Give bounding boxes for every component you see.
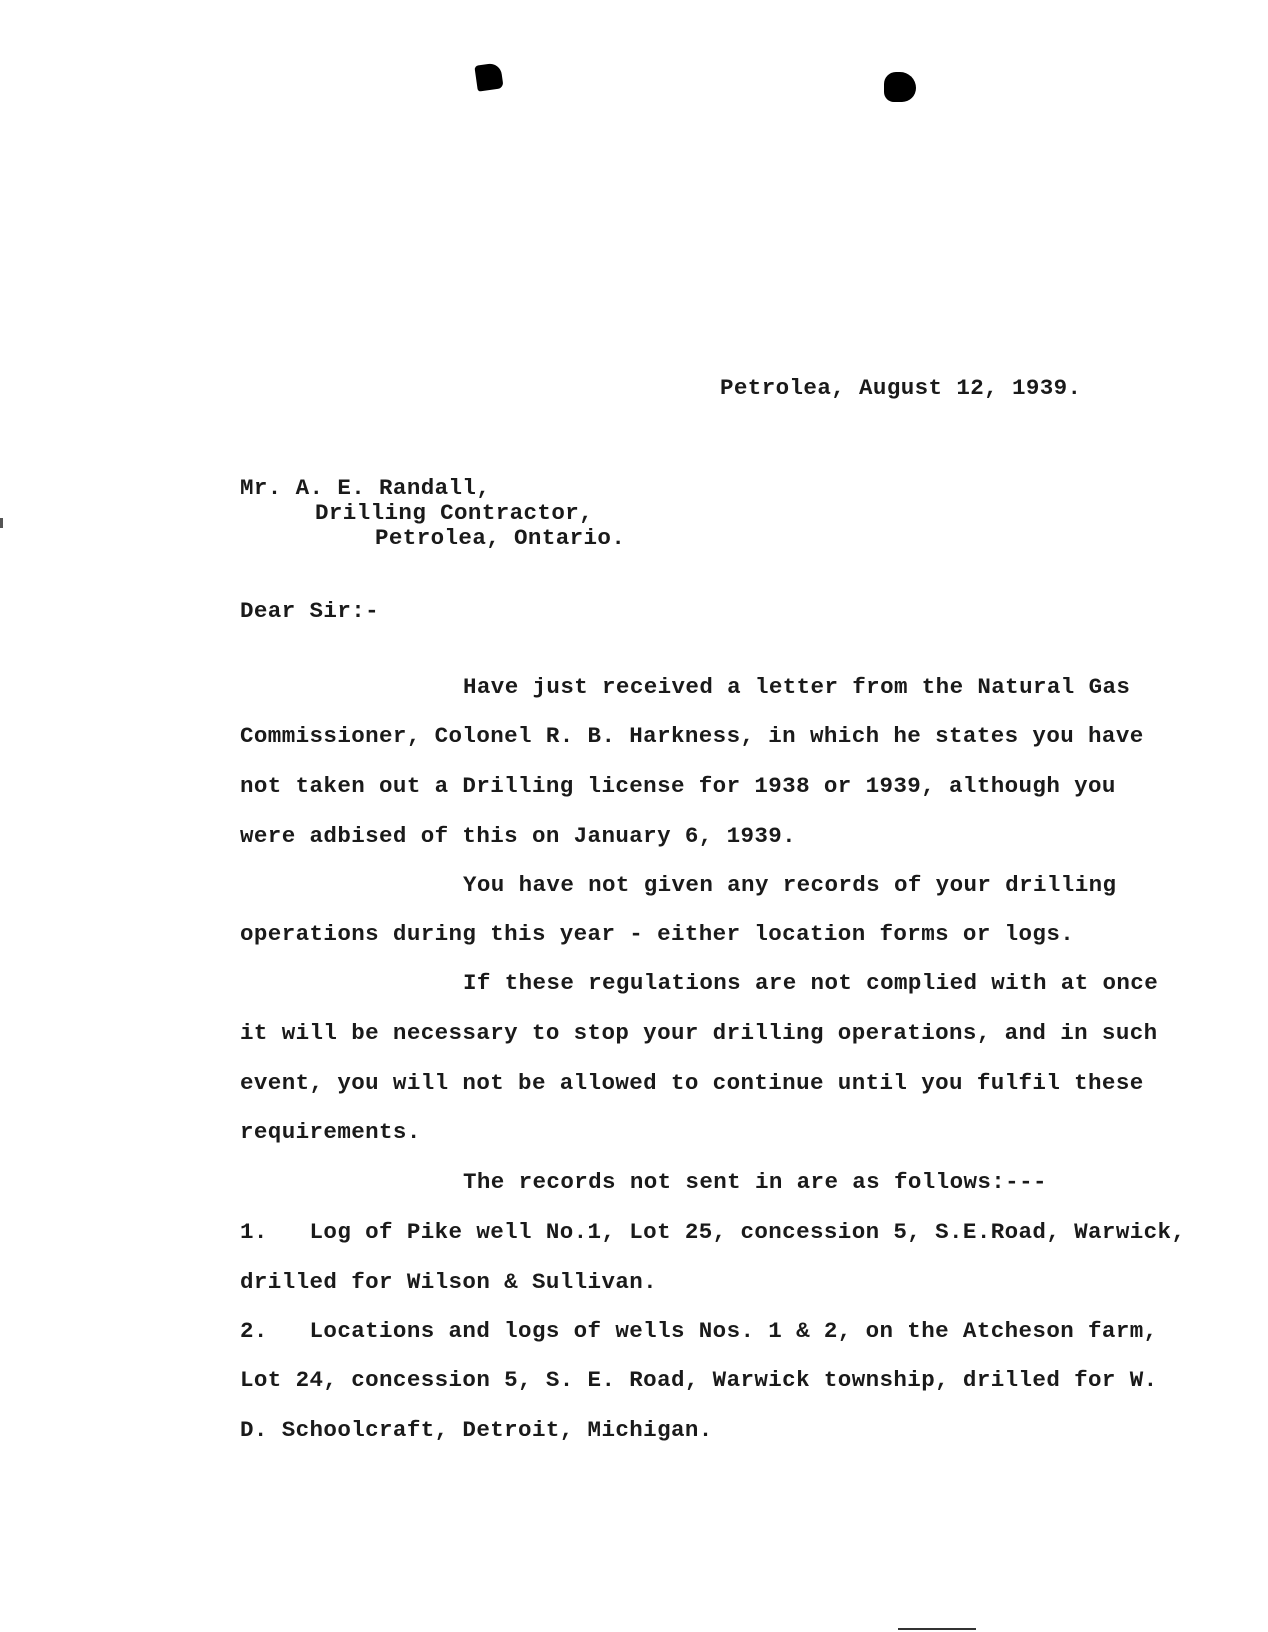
body-line: it will be necessary to stop your drilling operations, and in such	[240, 1020, 1158, 1046]
punch-hole-right	[884, 72, 916, 102]
records-intro: The records not sent in are as follows:---	[463, 1169, 1047, 1195]
record-item-2-cont: D. Schoolcraft, Detroit, Michigan.	[240, 1417, 713, 1443]
salutation: Dear Sir:-	[240, 598, 380, 624]
record-item-2-cont: Lot 24, concession 5, S. E. Road, Warwick township, drilled for W.	[240, 1367, 1158, 1393]
bottom-rule	[898, 1628, 976, 1630]
body-line: operations during this year - either location forms or logs.	[240, 921, 1075, 947]
body-line: were adbised of this on January 6, 1939.	[240, 823, 797, 849]
body-line: You have not given any records of your drilling	[463, 872, 1117, 898]
body-line: Have just received a letter from the Natural Gas	[463, 674, 1131, 700]
punch-hole-left	[474, 62, 503, 91]
record-item-1-cont: drilled for Wilson & Sullivan.	[240, 1269, 658, 1295]
edge-mark	[0, 518, 3, 528]
letter-date: Petrolea, August 12, 1939.	[720, 375, 1082, 401]
recipient-name: Mr. A. E. Randall,	[240, 475, 491, 501]
recipient-location: Petrolea, Ontario.	[375, 525, 626, 551]
record-item-1: 1. Log of Pike well No.1, Lot 25, concession 5, S.E.Road, Warwick,	[240, 1219, 1186, 1245]
body-line: requirements.	[240, 1119, 421, 1145]
recipient-title: Drilling Contractor,	[315, 500, 594, 526]
body-line: event, you will not be allowed to continue until you fulfil these	[240, 1070, 1144, 1096]
body-line: Commissioner, Colonel R. B. Harkness, in which he states you have	[240, 723, 1144, 749]
body-line: not taken out a Drilling license for 1938 or 1939, although you	[240, 773, 1116, 799]
body-line: If these regulations are not complied with at once	[463, 970, 1159, 996]
record-item-2: 2. Locations and logs of wells Nos. 1 & 2, on the Atcheson farm,	[240, 1318, 1158, 1344]
